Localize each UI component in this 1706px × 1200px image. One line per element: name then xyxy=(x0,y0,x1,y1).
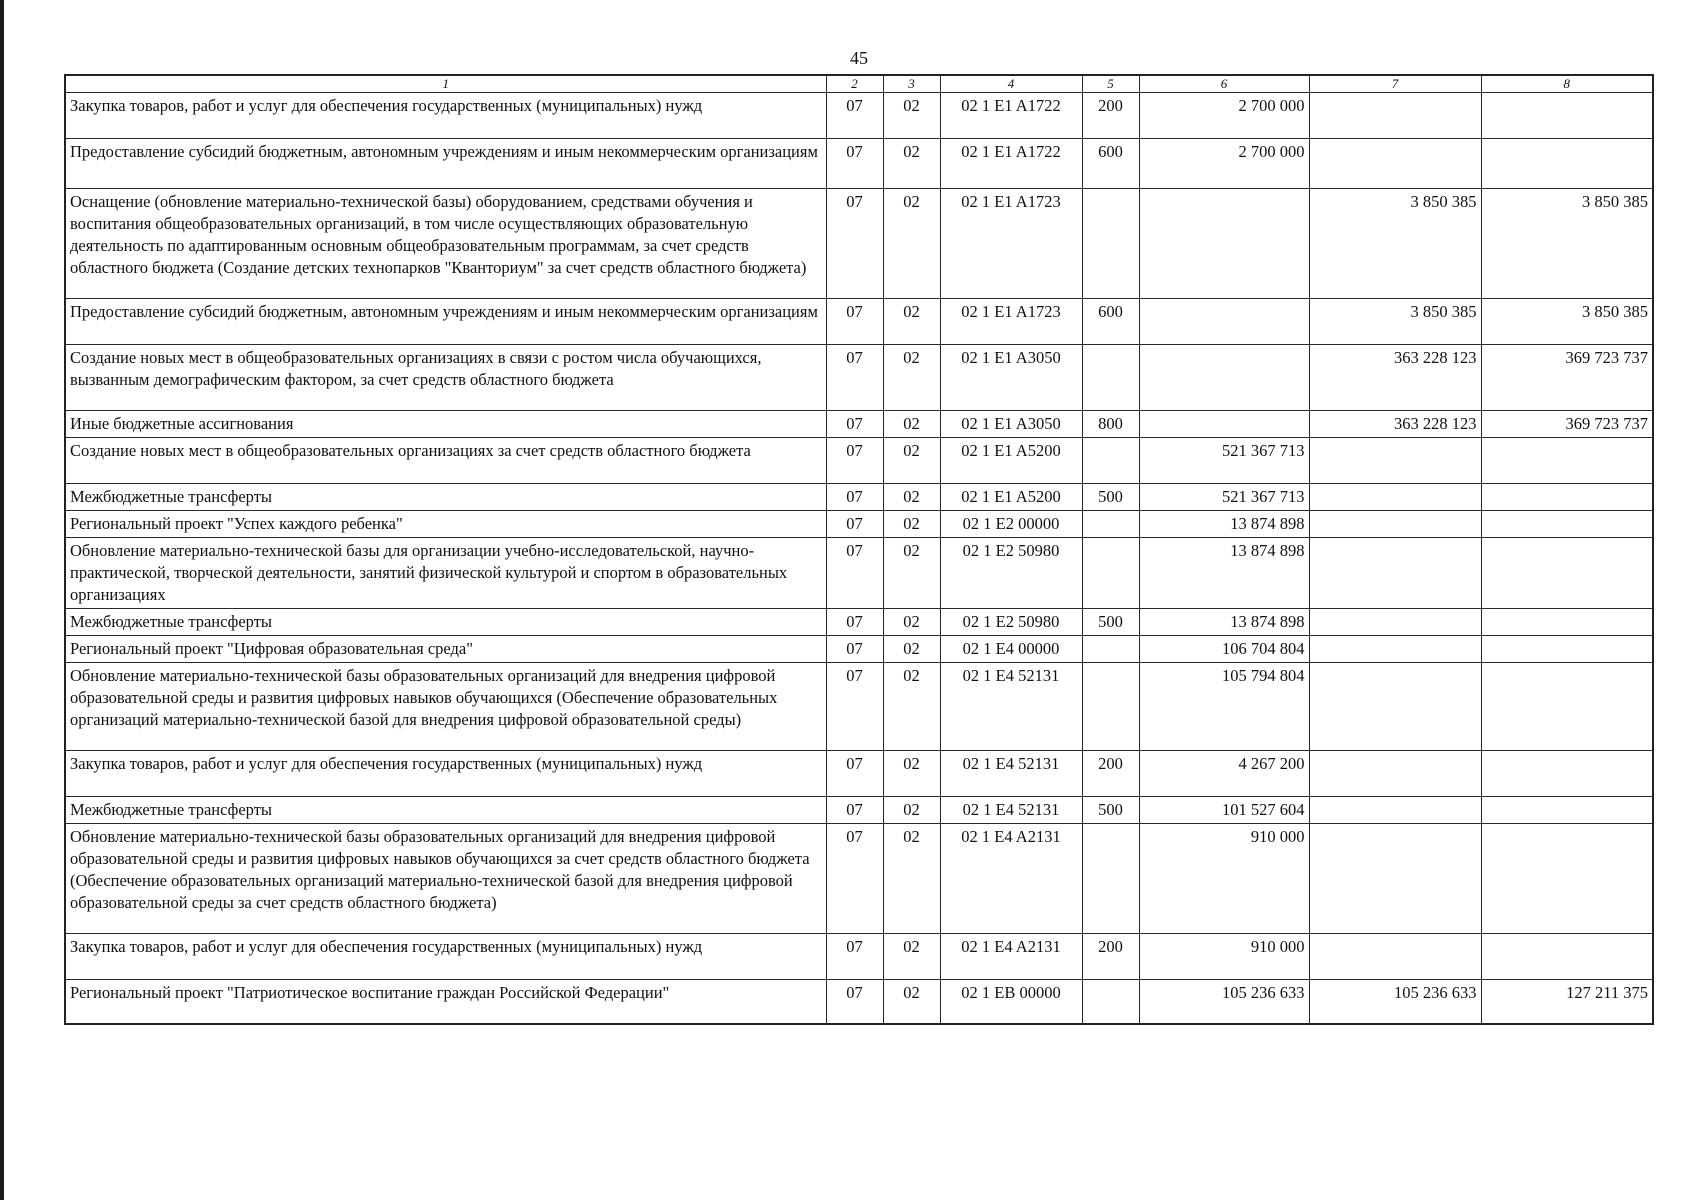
row-value-cell: 02 1 E4 A2131 xyxy=(940,824,1082,934)
row-value-cell: 02 1 E1 A5200 xyxy=(940,438,1082,484)
row-value-cell xyxy=(1082,663,1139,751)
budget-table xyxy=(64,74,1654,1025)
row-value-cell xyxy=(1481,93,1653,139)
row-value-cell: 07 xyxy=(826,484,883,511)
table-row xyxy=(65,189,1653,299)
row-value-cell: 3 850 385 xyxy=(1481,299,1653,345)
row-value-cell: 02 xyxy=(883,139,940,189)
row-value-cell xyxy=(1481,663,1653,751)
table-row xyxy=(65,345,1653,411)
table-row xyxy=(65,484,1653,511)
header-cell: 6 xyxy=(1139,75,1309,93)
row-value-cell: 02 xyxy=(883,636,940,663)
header-cell: 3 xyxy=(883,75,940,93)
row-value-cell: 500 xyxy=(1082,797,1139,824)
scan-edge xyxy=(0,0,4,1200)
row-value-cell: 07 xyxy=(826,93,883,139)
row-name-cell: Иные бюджетные ассигнования xyxy=(65,411,826,438)
table-row xyxy=(65,609,1653,636)
row-value-cell: 02 1 E4 52131 xyxy=(940,751,1082,797)
row-value-cell xyxy=(1082,189,1139,299)
header-cell: 2 xyxy=(826,75,883,93)
row-value-cell: 2 700 000 xyxy=(1139,93,1309,139)
row-value-cell: 02 xyxy=(883,797,940,824)
row-name-cell: Создание новых мест в общеобразовательных организациях в связи с ростом числа обучающихся, вызванным демографическим фактором, за счет средств областного бюджета xyxy=(65,345,826,411)
row-value-cell xyxy=(1481,934,1653,980)
row-value-cell: 13 874 898 xyxy=(1139,609,1309,636)
table-row xyxy=(65,538,1653,609)
row-value-cell: 02 xyxy=(883,934,940,980)
row-value-cell: 07 xyxy=(826,934,883,980)
row-name-cell: Региональный проект "Успех каждого ребенка" xyxy=(65,511,826,538)
row-value-cell: 07 xyxy=(826,824,883,934)
row-value-cell: 02 xyxy=(883,663,940,751)
row-value-cell: 07 xyxy=(826,538,883,609)
row-value-cell xyxy=(1481,438,1653,484)
row-value-cell: 521 367 713 xyxy=(1139,438,1309,484)
row-value-cell xyxy=(1481,751,1653,797)
row-value-cell: 105 794 804 xyxy=(1139,663,1309,751)
row-value-cell: 07 xyxy=(826,636,883,663)
row-value-cell xyxy=(1309,751,1481,797)
row-value-cell: 07 xyxy=(826,299,883,345)
row-value-cell: 02 1 E1 A1723 xyxy=(940,299,1082,345)
table-row xyxy=(65,980,1653,1024)
row-value-cell: 02 1 E1 A5200 xyxy=(940,484,1082,511)
row-value-cell: 200 xyxy=(1082,93,1139,139)
table-row xyxy=(65,511,1653,538)
table-row xyxy=(65,934,1653,980)
row-value-cell: 600 xyxy=(1082,139,1139,189)
row-value-cell xyxy=(1309,139,1481,189)
row-value-cell xyxy=(1481,636,1653,663)
table-row xyxy=(65,824,1653,934)
row-value-cell: 07 xyxy=(826,609,883,636)
page-number: 45 xyxy=(850,48,868,68)
row-value-cell: 369 723 737 xyxy=(1481,345,1653,411)
row-value-cell xyxy=(1309,934,1481,980)
row-value-cell xyxy=(1309,609,1481,636)
row-value-cell: 105 236 633 xyxy=(1309,980,1481,1024)
row-value-cell xyxy=(1481,511,1653,538)
row-value-cell: 02 xyxy=(883,484,940,511)
table-row xyxy=(65,636,1653,663)
row-value-cell: 07 xyxy=(826,345,883,411)
row-value-cell xyxy=(1139,411,1309,438)
row-value-cell: 02 xyxy=(883,93,940,139)
row-value-cell: 02 1 E4 52131 xyxy=(940,797,1082,824)
row-value-cell: 02 xyxy=(883,438,940,484)
row-value-cell: 369 723 737 xyxy=(1481,411,1653,438)
header-row xyxy=(65,75,1653,93)
row-value-cell: 07 xyxy=(826,411,883,438)
row-value-cell: 02 1 E2 50980 xyxy=(940,609,1082,636)
row-name-cell: Обновление материально-технической базы образовательных организаций для внедрения цифровой образовательной среды и развития цифровых навыков обучающихся за счет средств областного бюджета (Обеспечение образовательных организаций материально-технической базой для внедрения цифровой образовательной среды за счет средств областного бюджета) xyxy=(65,824,826,934)
row-value-cell: 07 xyxy=(826,139,883,189)
row-value-cell xyxy=(1082,438,1139,484)
row-value-cell xyxy=(1481,538,1653,609)
row-name-cell: Региональный проект "Цифровая образовательная среда" xyxy=(65,636,826,663)
row-value-cell: 02 1 E2 00000 xyxy=(940,511,1082,538)
row-value-cell: 02 xyxy=(883,411,940,438)
row-name-cell: Создание новых мест в общеобразовательных организациях за счет средств областного бюджета xyxy=(65,438,826,484)
row-value-cell: 106 704 804 xyxy=(1139,636,1309,663)
row-value-cell xyxy=(1139,345,1309,411)
row-value-cell: 3 850 385 xyxy=(1309,299,1481,345)
row-value-cell: 02 1 E1 A1723 xyxy=(940,189,1082,299)
row-value-cell: 910 000 xyxy=(1139,934,1309,980)
row-value-cell: 500 xyxy=(1082,609,1139,636)
row-value-cell: 07 xyxy=(826,663,883,751)
row-value-cell: 02 1 E1 A1722 xyxy=(940,93,1082,139)
row-value-cell: 13 874 898 xyxy=(1139,511,1309,538)
row-value-cell: 127 211 375 xyxy=(1481,980,1653,1024)
row-value-cell: 02 xyxy=(883,824,940,934)
row-value-cell: 07 xyxy=(826,797,883,824)
row-value-cell xyxy=(1481,797,1653,824)
row-name-cell: Предоставление субсидий бюджетным, автономным учреждениям и иным некоммерческим организациям xyxy=(65,139,826,189)
row-value-cell xyxy=(1139,299,1309,345)
table-row xyxy=(65,299,1653,345)
table-row xyxy=(65,438,1653,484)
row-value-cell xyxy=(1082,538,1139,609)
row-name-cell: Межбюджетные трансферты xyxy=(65,609,826,636)
row-value-cell xyxy=(1309,484,1481,511)
row-value-cell xyxy=(1082,636,1139,663)
row-name-cell: Региональный проект "Патриотическое воспитание граждан Российской Федерации" xyxy=(65,980,826,1024)
row-value-cell: 4 267 200 xyxy=(1139,751,1309,797)
header-cell: 1 xyxy=(65,75,826,93)
row-name-cell: Обновление материально-технической базы для организации учебно-исследовательской, научно-практической, творческой деятельности, занятий физической культурой и спортом в образовательных организациях xyxy=(65,538,826,609)
row-value-cell xyxy=(1309,438,1481,484)
row-name-cell: Межбюджетные трансферты xyxy=(65,484,826,511)
row-value-cell: 200 xyxy=(1082,751,1139,797)
row-value-cell xyxy=(1082,824,1139,934)
row-value-cell: 02 1 E1 A3050 xyxy=(940,411,1082,438)
row-value-cell: 07 xyxy=(826,511,883,538)
row-value-cell: 500 xyxy=(1082,484,1139,511)
header-cell: 4 xyxy=(940,75,1082,93)
row-value-cell: 02 1 E1 A1722 xyxy=(940,139,1082,189)
row-name-cell: Закупка товаров, работ и услуг для обеспечения государственных (муниципальных) нужд xyxy=(65,93,826,139)
header-cell: 8 xyxy=(1481,75,1653,93)
row-value-cell xyxy=(1082,345,1139,411)
row-value-cell: 07 xyxy=(826,980,883,1024)
row-value-cell xyxy=(1309,636,1481,663)
row-name-cell: Закупка товаров, работ и услуг для обеспечения государственных (муниципальных) нужд xyxy=(65,751,826,797)
row-value-cell: 02 xyxy=(883,751,940,797)
row-value-cell xyxy=(1139,189,1309,299)
header-cell: 5 xyxy=(1082,75,1139,93)
header-cell: 7 xyxy=(1309,75,1481,93)
row-value-cell: 2 700 000 xyxy=(1139,139,1309,189)
row-name-cell: Закупка товаров, работ и услуг для обеспечения государственных (муниципальных) нужд xyxy=(65,934,826,980)
row-value-cell xyxy=(1309,663,1481,751)
row-value-cell xyxy=(1481,139,1653,189)
table-row xyxy=(65,139,1653,189)
row-value-cell: 02 1 E2 50980 xyxy=(940,538,1082,609)
row-value-cell: 910 000 xyxy=(1139,824,1309,934)
row-value-cell: 105 236 633 xyxy=(1139,980,1309,1024)
row-value-cell: 07 xyxy=(826,751,883,797)
row-value-cell: 600 xyxy=(1082,299,1139,345)
table-row xyxy=(65,411,1653,438)
row-name-cell: Предоставление субсидий бюджетным, автономным учреждениям и иным некоммерческим организациям xyxy=(65,299,826,345)
row-value-cell xyxy=(1309,797,1481,824)
row-name-cell: Межбюджетные трансферты xyxy=(65,797,826,824)
row-value-cell xyxy=(1082,511,1139,538)
row-value-cell xyxy=(1481,824,1653,934)
row-value-cell: 02 xyxy=(883,609,940,636)
table-body xyxy=(65,93,1653,1024)
row-value-cell: 363 228 123 xyxy=(1309,345,1481,411)
row-value-cell: 02 1 E4 A2131 xyxy=(940,934,1082,980)
table-row xyxy=(65,663,1653,751)
table-row xyxy=(65,751,1653,797)
row-value-cell: 02 1 E4 00000 xyxy=(940,636,1082,663)
row-name-cell: Оснащение (обновление материально-технической базы) оборудованием, средствами обучения и воспитания общеобразовательных организаций, в том числе осуществляющих образовательную деятельность по адаптированным основным общеобразовательным программам, за счет средств областного бюджета (Создание детских технопарков "Кванториум" за счет средств областного бюджета) xyxy=(65,189,826,299)
row-value-cell: 02 xyxy=(883,538,940,609)
row-value-cell: 3 850 385 xyxy=(1309,189,1481,299)
row-value-cell: 02 xyxy=(883,189,940,299)
row-value-cell: 02 1 E1 A3050 xyxy=(940,345,1082,411)
row-value-cell: 02 1 E4 52131 xyxy=(940,663,1082,751)
row-value-cell: 02 1 EB 00000 xyxy=(940,980,1082,1024)
row-value-cell: 101 527 604 xyxy=(1139,797,1309,824)
table-row xyxy=(65,797,1653,824)
row-value-cell: 13 874 898 xyxy=(1139,538,1309,609)
row-value-cell: 200 xyxy=(1082,934,1139,980)
row-value-cell: 521 367 713 xyxy=(1139,484,1309,511)
row-value-cell: 3 850 385 xyxy=(1481,189,1653,299)
row-value-cell: 02 xyxy=(883,511,940,538)
row-value-cell xyxy=(1309,824,1481,934)
row-value-cell: 07 xyxy=(826,189,883,299)
row-value-cell: 02 xyxy=(883,299,940,345)
row-value-cell xyxy=(1082,980,1139,1024)
row-value-cell xyxy=(1309,93,1481,139)
table-row xyxy=(65,93,1653,139)
row-value-cell: 363 228 123 xyxy=(1309,411,1481,438)
row-value-cell: 800 xyxy=(1082,411,1139,438)
row-value-cell xyxy=(1309,511,1481,538)
row-name-cell: Обновление материально-технической базы образовательных организаций для внедрения цифровой образовательной среды и развития цифровых навыков обучающихся (Обеспечение образовательных организаций материально-технической базой для внедрения цифровой образовательной среды) xyxy=(65,663,826,751)
row-value-cell xyxy=(1481,609,1653,636)
row-value-cell: 07 xyxy=(826,438,883,484)
row-value-cell: 02 xyxy=(883,980,940,1024)
row-value-cell xyxy=(1481,484,1653,511)
row-value-cell: 02 xyxy=(883,345,940,411)
row-value-cell xyxy=(1309,538,1481,609)
